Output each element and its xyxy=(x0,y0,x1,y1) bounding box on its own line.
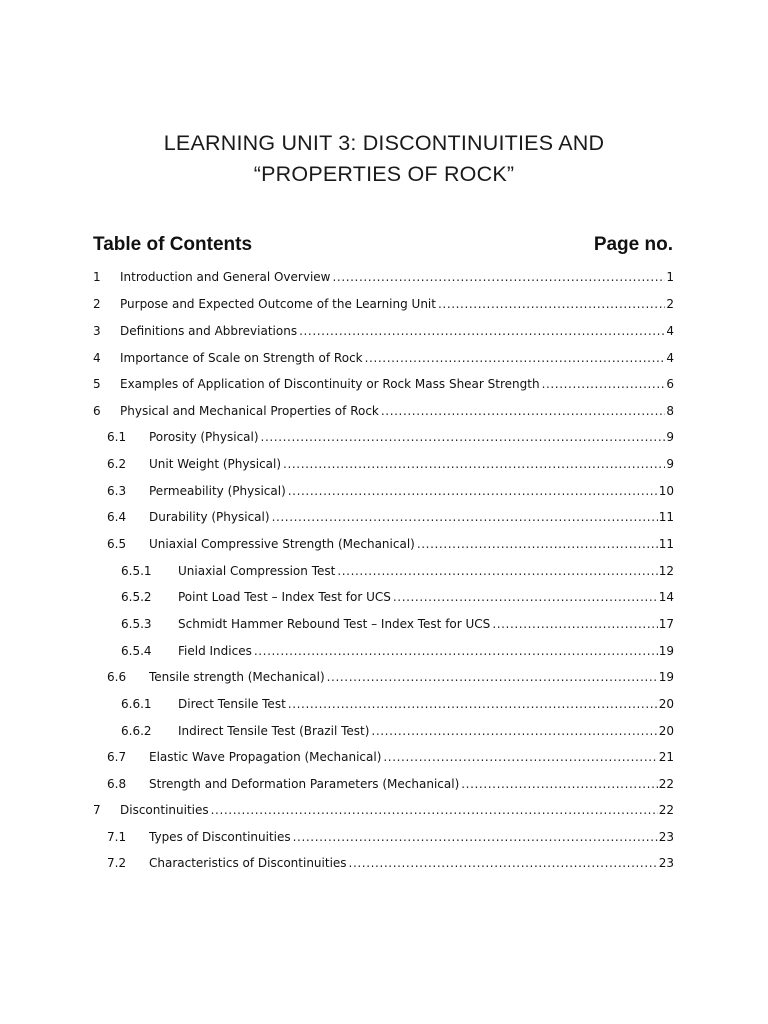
toc-dot-leader xyxy=(337,562,657,580)
toc-entry-title: Unit Weight (Physical) xyxy=(149,457,282,471)
toc-entry-number: 6.1 xyxy=(107,430,127,444)
toc-entry-page-number: 6 xyxy=(666,377,674,391)
toc-entry-line xyxy=(149,775,674,793)
toc-entry-number: 6 xyxy=(93,404,101,418)
toc-entry-title: Porosity (Physical) xyxy=(149,430,259,444)
toc-entry-line xyxy=(149,828,674,846)
toc-entry-number: 6.5.2 xyxy=(121,590,152,604)
toc-entry-title: Point Load Test – Index Test for UCS xyxy=(178,590,391,604)
toc-entry-line xyxy=(120,375,674,393)
toc-entry[interactable] xyxy=(93,801,674,819)
toc-entry-line xyxy=(120,268,674,286)
toc-entry-page-number: 19 xyxy=(658,670,674,684)
toc-entry-line xyxy=(120,402,674,420)
toc-entry-line xyxy=(178,562,674,580)
toc-header xyxy=(93,234,673,260)
toc-entry-page-number: 9 xyxy=(666,457,674,471)
toc-dot-leader xyxy=(438,295,665,313)
toc-dot-leader xyxy=(288,482,658,500)
toc-entry-page-number: 11 xyxy=(658,510,674,524)
toc-entry-page-number: 14 xyxy=(658,590,674,604)
toc-entry-title: Types of Discontinuities xyxy=(149,830,291,844)
toc-dot-leader xyxy=(542,375,666,393)
toc-entry-page-number: 22 xyxy=(658,803,674,817)
toc-entry[interactable] xyxy=(93,375,674,393)
toc-dot-leader xyxy=(211,801,658,819)
toc-entry-number: 4 xyxy=(93,351,101,365)
toc-entry-number: 6.8 xyxy=(107,777,127,791)
toc-entry[interactable] xyxy=(93,508,674,526)
toc-entry[interactable] xyxy=(93,615,674,633)
toc-entry-line xyxy=(149,748,674,766)
toc-entry-number: 5 xyxy=(93,377,101,391)
toc-entry[interactable] xyxy=(93,295,674,313)
toc-entry-title: Durability (Physical) xyxy=(149,510,270,524)
toc-entry[interactable] xyxy=(93,695,674,713)
toc-entry-page-number: 21 xyxy=(658,750,674,764)
toc-entry[interactable] xyxy=(93,668,674,686)
toc-dot-leader xyxy=(365,349,666,367)
toc-dot-leader xyxy=(461,775,657,793)
toc-entry-number: 6.5.1 xyxy=(121,564,152,578)
toc-entry[interactable] xyxy=(93,268,674,286)
toc-entry-page-number: 10 xyxy=(658,484,674,498)
toc-dot-leader xyxy=(393,588,658,606)
toc-entry-title: Strength and Deformation Parameters (Mechanical) xyxy=(149,777,460,791)
toc-entry-number: 6.5.3 xyxy=(121,617,152,631)
toc-dot-leader xyxy=(332,268,665,286)
toc-entry-page-number: 4 xyxy=(666,351,674,365)
toc-dot-leader xyxy=(383,748,657,766)
toc-entry-number: 6.7 xyxy=(107,750,127,764)
toc-entry-number: 7.2 xyxy=(107,856,127,870)
toc-entry-number: 2 xyxy=(93,297,101,311)
toc-entry-line xyxy=(149,535,674,553)
toc-dot-leader xyxy=(349,854,658,872)
toc-entry-title: Characteristics of Discontinuities xyxy=(149,856,347,870)
toc-dot-leader xyxy=(299,322,665,340)
toc-entry-title: Direct Tensile Test xyxy=(178,697,286,711)
toc-entry-line xyxy=(120,295,674,313)
toc-entry-number: 6.5 xyxy=(107,537,127,551)
toc-entry-title: Tensile strength (Mechanical) xyxy=(149,670,325,684)
toc-entry[interactable] xyxy=(93,535,674,553)
toc-entry-line xyxy=(149,455,674,473)
toc-entry[interactable] xyxy=(93,455,674,473)
toc-entry[interactable] xyxy=(93,854,674,872)
toc-heading: Table of Contents xyxy=(93,234,253,255)
toc-entry-number: 6.6.2 xyxy=(121,724,152,738)
page-number-heading: Page no. xyxy=(593,234,673,255)
toc-entry[interactable] xyxy=(93,775,674,793)
toc-entry-page-number: 12 xyxy=(658,564,674,578)
toc-entry-page-number: 11 xyxy=(658,537,674,551)
toc-entry-line xyxy=(149,428,674,446)
toc-entry-title: Field Indices xyxy=(178,644,252,658)
toc-entry-number: 6.5.4 xyxy=(121,644,152,658)
toc-entry-title: Uniaxial Compressive Strength (Mechanical) xyxy=(149,537,415,551)
toc-entry[interactable] xyxy=(93,748,674,766)
toc-entry[interactable] xyxy=(93,402,674,420)
toc-dot-leader xyxy=(288,695,658,713)
toc-entry-page-number: 2 xyxy=(666,297,674,311)
toc-entry[interactable] xyxy=(93,349,674,367)
toc-entry-page-number: 22 xyxy=(658,777,674,791)
toc-entry-page-number: 23 xyxy=(658,830,674,844)
toc-entry-number: 3 xyxy=(93,324,101,338)
document-title-line-2: “PROPERTIES OF ROCK” xyxy=(253,162,515,186)
toc-entry-line xyxy=(149,482,674,500)
toc-entry-page-number: 19 xyxy=(658,644,674,658)
toc-entry-line xyxy=(149,854,674,872)
toc-entry-title: Discontinuities xyxy=(120,803,209,817)
toc-dot-leader xyxy=(417,535,658,553)
toc-entry-line xyxy=(120,801,674,819)
toc-entry-title: Physical and Mechanical Properties of Rock xyxy=(120,404,379,418)
toc-entry-page-number: 4 xyxy=(666,324,674,338)
toc-entry-page-number: 20 xyxy=(658,724,674,738)
toc-entry[interactable] xyxy=(93,588,674,606)
toc-entry-line xyxy=(149,508,674,526)
toc-entry-line xyxy=(120,349,674,367)
toc-entry-number: 6.6 xyxy=(107,670,127,684)
toc-entry-page-number: 23 xyxy=(658,856,674,870)
toc-entry-line xyxy=(178,642,674,660)
toc-entry-title: Introduction and General Overview xyxy=(120,270,331,284)
toc-entry-number: 6.6.1 xyxy=(121,697,152,711)
document-title-line-1: LEARNING UNIT 3: DISCONTINUITIES AND xyxy=(163,131,605,155)
toc-entry-title: Examples of Application of Discontinuity or Rock Mass Shear Strength xyxy=(120,377,540,391)
toc-entry-line xyxy=(120,322,674,340)
toc-entry-number: 7 xyxy=(93,803,101,817)
toc-dot-leader xyxy=(283,455,665,473)
toc-entry[interactable] xyxy=(93,562,674,580)
toc-entry-page-number: 1 xyxy=(666,270,674,284)
toc-dot-leader xyxy=(293,828,658,846)
toc-dot-leader xyxy=(327,668,658,686)
toc-dot-leader xyxy=(261,428,666,446)
toc-entry-title: Schmidt Hammer Rebound Test – Index Test for UCS xyxy=(178,617,491,631)
toc-entry-page-number: 9 xyxy=(666,430,674,444)
toc-entry-line xyxy=(178,588,674,606)
toc-dot-leader xyxy=(254,642,658,660)
toc-entry-title: Permeability (Physical) xyxy=(149,484,286,498)
toc-entry-title: Definitions and Abbreviations xyxy=(120,324,298,338)
toc-dot-leader xyxy=(381,402,665,420)
document-title xyxy=(0,128,768,190)
toc-entry-line xyxy=(149,668,674,686)
toc-entry-line xyxy=(178,722,674,740)
toc-entry-number: 1 xyxy=(93,270,101,284)
toc-entry-number: 7.1 xyxy=(107,830,127,844)
toc-entry-number: 6.3 xyxy=(107,484,127,498)
toc-entry[interactable] xyxy=(93,428,674,446)
toc-entry-number: 6.2 xyxy=(107,457,127,471)
toc-dot-leader xyxy=(272,508,658,526)
toc-entry[interactable] xyxy=(93,722,674,740)
toc-entry[interactable] xyxy=(93,322,674,340)
toc-entry-line xyxy=(178,695,674,713)
toc-dot-leader xyxy=(492,615,657,633)
toc-entry-page-number: 8 xyxy=(666,404,674,418)
toc-dot-leader xyxy=(371,722,657,740)
toc-entry[interactable] xyxy=(93,482,674,500)
toc-entry[interactable] xyxy=(93,828,674,846)
toc-entry-line xyxy=(178,615,674,633)
toc-entry-title: Elastic Wave Propagation (Mechanical) xyxy=(149,750,382,764)
toc-entry-title: Uniaxial Compression Test xyxy=(178,564,336,578)
toc-entry-title: Importance of Scale on Strength of Rock xyxy=(120,351,363,365)
toc-entry-page-number: 17 xyxy=(658,617,674,631)
toc-entry-page-number: 20 xyxy=(658,697,674,711)
toc-entry[interactable] xyxy=(93,642,674,660)
toc-entry-title: Indirect Tensile Test (Brazil Test) xyxy=(178,724,370,738)
toc-entry-title: Purpose and Expected Outcome of the Learning Unit xyxy=(120,297,436,311)
toc-entry-number: 6.4 xyxy=(107,510,127,524)
